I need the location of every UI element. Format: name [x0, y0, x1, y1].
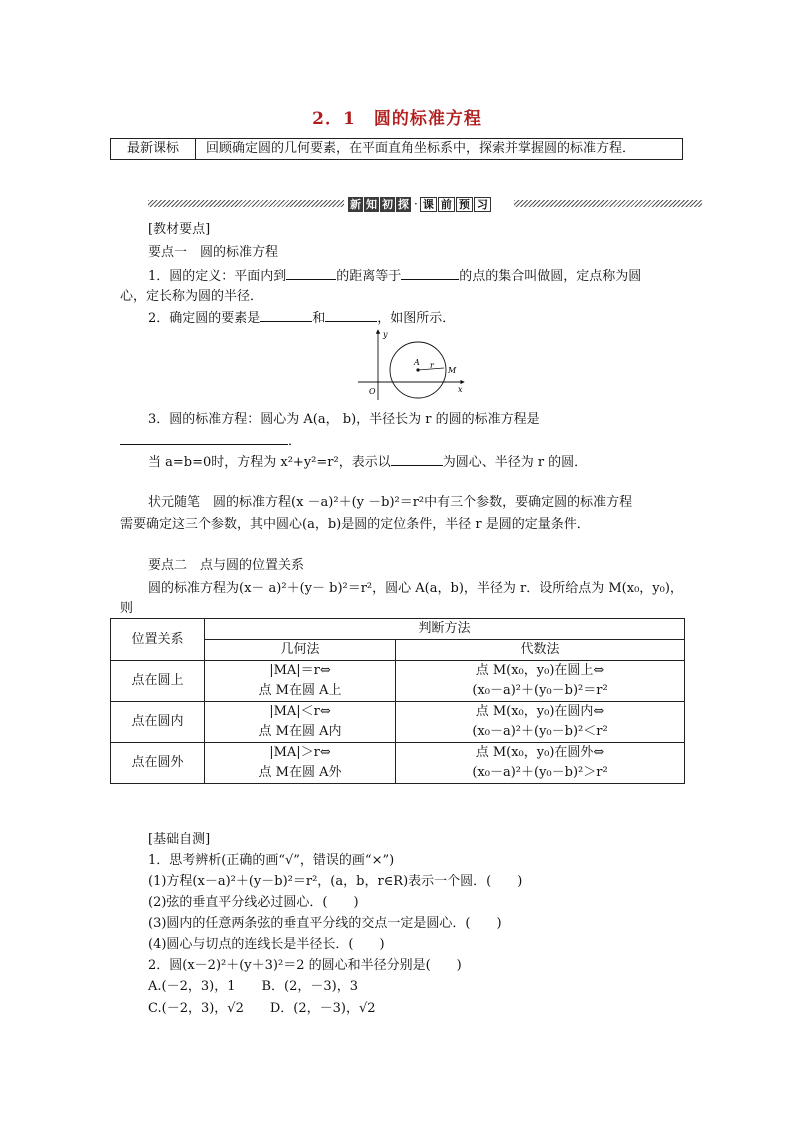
header-cell: 代数法 — [396, 640, 685, 661]
cell-line: 点 M在圆 A上 — [258, 683, 342, 698]
banner-hatch-right — [514, 200, 702, 207]
option-line: A.(－2，3)，1 B．(2，－3)，3 — [148, 979, 358, 994]
table-row — [111, 661, 685, 702]
fill-blank — [286, 267, 336, 280]
cell-line: 点 M(x₀，y₀)在圆内⇔ — [475, 704, 605, 719]
header-cell: 位置关系 — [111, 619, 205, 661]
y-axis-label: y — [383, 330, 388, 339]
definition-line-cont: 心，定长称为圆的半径． — [120, 289, 264, 304]
text-fragment: 当 a=b=0时，方程为 x²+y²=r²，表示以 — [148, 455, 391, 470]
text-fragment: 为圆心、半径为 r 的圆． — [442, 455, 588, 470]
cell-line: (x₀－a)²＋(y₀－b)²＜r² — [472, 724, 608, 739]
radius-label: r — [430, 361, 434, 370]
question-line: (2)弦的垂直平分线必过圆心．( ) — [148, 895, 359, 910]
question-line: (1)方程(x－a)²＋(y－b)²＝r²，(a，b，r∈R)表示一个圆．( ) — [148, 874, 523, 889]
header-cell: 几何法 — [205, 640, 396, 661]
banner-char: 知 — [366, 197, 377, 211]
question-line: (4)圆心与切点的连线长是半径长．( ) — [148, 937, 385, 952]
page-title: 2．1 圆的标准方程 — [312, 109, 482, 129]
cell-line: |MA|＞r⇔ — [269, 745, 331, 760]
x-axis-label: x — [458, 385, 463, 394]
cell-line: |MA|＜r⇔ — [269, 704, 331, 719]
option-line — [148, 1000, 376, 1018]
table-cell — [396, 702, 685, 743]
text-fragment: ． — [288, 434, 302, 449]
table-cell — [396, 661, 685, 702]
banner-char: 初 — [382, 197, 393, 211]
text-fragment: 和 — [312, 311, 326, 326]
banner-char: 探 — [398, 197, 409, 211]
position-relation-table — [110, 618, 685, 784]
banner-char: 预 — [456, 197, 473, 212]
center-label: A — [414, 358, 420, 367]
center-point — [416, 368, 419, 371]
section-banner — [148, 196, 702, 212]
origin-label: O — [369, 387, 376, 396]
table-cell: 点在圆上 — [111, 661, 205, 702]
text-fragment: 2．确定圆的要素是 — [148, 311, 261, 326]
table-cell: 点在圆外 — [111, 743, 205, 784]
question-line: (3)圆内的任意两条弦的垂直平分线的交点一定是圆心．( ) — [148, 916, 502, 931]
question-line: 2．圆(x－2)²＋(y＋3)²＝2 的圆心和半径分别是( ) — [148, 958, 462, 973]
banner-char: 前 — [438, 197, 455, 212]
fill-blank — [260, 309, 312, 322]
standard-text: 回顾确定圆的几何要素，在平面直角坐标系中，探索并掌握圆的标准方程． — [206, 141, 636, 156]
cell-line: 点 M在圆 A内 — [258, 724, 342, 739]
point-heading: 要点二 点与圆的位置关系 — [148, 558, 305, 573]
table-row — [111, 702, 685, 743]
curriculum-standard-box — [110, 138, 683, 160]
fill-blank — [401, 267, 459, 280]
text-fragment: 的点的集合叫做圆，定点称为圆 — [459, 269, 642, 284]
section-heading: [教材要点] — [148, 222, 211, 237]
circle-figure — [350, 328, 470, 403]
header-cell: 判断方法 — [205, 619, 685, 640]
standard-label: 最新课标 — [111, 139, 196, 159]
cell-line: |MA|＝r⇔ — [269, 663, 331, 678]
point-heading: 要点一 圆的标准方程 — [148, 245, 279, 260]
banner-char: 习 — [474, 197, 491, 212]
table-cell — [205, 702, 396, 743]
table-row — [111, 743, 685, 784]
intro-line-cont: 则 — [120, 601, 134, 616]
origin-case-line — [148, 453, 587, 472]
text-fragment: 1．圆的定义：平面内到 — [148, 269, 287, 284]
note-line: 状元随笔 圆的标准方程(x －a)²＋(y －b)²＝r²中有三个参数，要确定圆的标准方程 — [148, 495, 633, 510]
banner-char: 课 — [420, 197, 437, 212]
fill-blank — [120, 432, 288, 445]
standard-equation-blank-line — [120, 432, 301, 451]
table-cell — [396, 743, 685, 784]
table-cell: 点在圆内 — [111, 702, 205, 743]
elements-line — [148, 309, 455, 328]
banner-dot: · — [414, 197, 418, 211]
option-d: D．(2，－3)，√2 — [269, 1001, 376, 1016]
cell-line: 点 M(x₀，y₀)在圆上⇔ — [475, 663, 605, 678]
question-line: 1．思考辨析(正确的画“√”，错误的画“×”) — [148, 853, 395, 868]
fill-blank — [391, 453, 443, 466]
table-cell — [205, 661, 396, 702]
section-heading: [基础自测] — [148, 832, 211, 847]
definition-line — [148, 267, 641, 286]
note-line: 需要确定这三个参数，其中圆心(a，b)是圆的定位条件，半径 r 是圆的定量条件． — [120, 517, 590, 532]
point-label: M — [448, 366, 457, 375]
cell-line: 点 M(x₀，y₀)在圆外⇔ — [475, 745, 605, 760]
option-c: C.(－2，3)，√2 — [148, 1001, 244, 1016]
text-fragment: 的距离等于 — [336, 269, 402, 284]
standard-equation-line: 3．圆的标准方程：圆心为 A(a， b)，半径长为 r 的圆的标准方程是 — [148, 412, 540, 427]
cell-line: (x₀－a)²＋(y₀－b)²＞r² — [472, 765, 608, 780]
banner-char: 新 — [350, 197, 361, 211]
intro-line: 圆的标准方程为(x－ a)²＋(y－ b)²＝r²，圆心 A(a，b)，半径为 r．设所给点为 M(x₀，y₀)， — [148, 581, 683, 596]
table-cell — [205, 743, 396, 784]
fill-blank — [325, 309, 377, 322]
cell-line: 点 M在圆 A外 — [258, 765, 342, 780]
text-fragment: ，如图所示． — [377, 311, 456, 326]
banner-tags — [348, 196, 492, 212]
cell-line: (x₀－a)²＋(y₀－b)²＝r² — [472, 683, 608, 698]
banner-hatch-left — [148, 200, 344, 207]
